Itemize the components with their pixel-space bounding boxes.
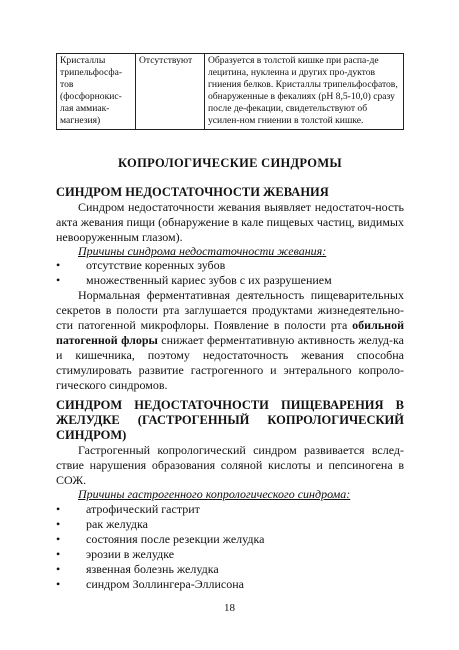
chewing-intro: Синдром недостаточности жевания выявляет недостаточ-ность акта жевания пищи (обнаружение в кале пищевых частиц, видимых невооруженным глазом). — [56, 200, 404, 244]
section-title: КОПРОЛОГИЧЕСКИЕ СИНДРОМЫ — [118, 156, 342, 170]
list-item: • язвенная болезнь желудка — [56, 562, 404, 577]
table-cell-description: Образуется в толстой кишке при распа-де лецитина, нуклеина и других про-дуктов гниения белков. Кристаллы трипельфосфатов, обнаруженные в фекалиях (рН 8,5-10,0) сразу после де-фекации, свидетельствуют об усилен-ном гниении в толстой кишке. — [205, 54, 404, 130]
page-number: 18 — [224, 602, 235, 614]
gastric-heading: СИНДРОМ НЕДОСТАТОЧНОСТИ ПИЩЕВАРЕНИЯ В ЖЕЛУДКЕ (ГАСТРОГЕННЫЙ КОПРОЛОГИЧЕСКИЙ СИНДРОМ) — [56, 398, 404, 442]
chewing-causes-title: Причины синдрома недостаточности жевания: — [78, 244, 327, 258]
list-item: • состояния после резекции желудка — [56, 532, 404, 547]
chewing-paragraph-text-end: снижает ферментативную активность желуд-ка и кишечника, поэтому недостаточность жевания способна стимулировать развитие гастрогенного и энтерального копроло-гического синдромов. — [56, 333, 405, 392]
chewing-paragraph — [56, 288, 404, 393]
chewing-paragraph-bold: обильной патогенной флоры — [56, 318, 404, 347]
chewing-paragraph-text: Нормальная ферментативная деятельность пищеварительных секретов в полости рта заглушается продуктами жизнедеятельно-сти патогенной микрофлоры. Появление в полости рта — [56, 288, 404, 332]
findings-table — [56, 53, 404, 130]
gastric-causes-list — [56, 502, 404, 592]
chewing-heading: СИНДРОМ НЕДОСТАТОЧНОСТИ ЖЕВАНИЯ — [56, 185, 329, 199]
list-item: • отсутствие коренных зубов — [56, 258, 404, 273]
table-cell-norm: Отсутствуют — [136, 54, 205, 130]
gastric-intro: Гастрогенный копрологический синдром развивается вслед-ствие нарушения образования соляной кислоты и пепсиногена в СОЖ. — [56, 443, 404, 487]
chewing-causes-list — [56, 258, 404, 288]
list-item: • эрозии в желудке — [56, 547, 404, 562]
list-item: • рак желудка — [56, 517, 404, 532]
table-row — [57, 54, 404, 130]
list-item: • синдром Золлингера-Эллисона — [56, 577, 404, 592]
gastric-causes-title: Причины гастрогенного копрологического синдрома: — [78, 487, 351, 501]
table-cell-name: Кристаллы трипельфосфа-тов (фосфорнокис-лая аммиак-магнезия) — [57, 54, 136, 130]
list-item: • множественный кариес зубов с их разрушением — [56, 273, 404, 288]
list-item: • атрофический гастрит — [56, 502, 404, 517]
